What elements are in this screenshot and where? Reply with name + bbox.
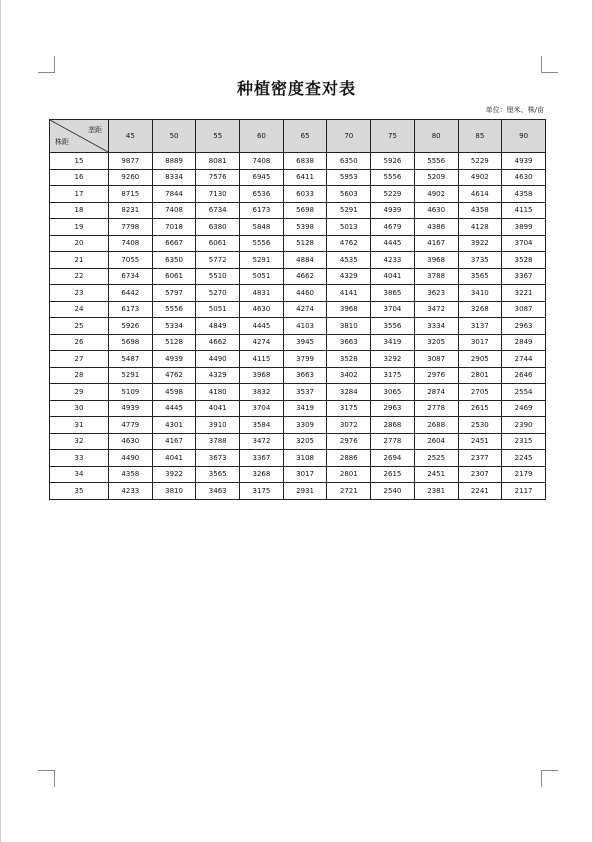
density-cell: 4762 — [327, 235, 371, 252]
density-cell: 4445 — [240, 318, 284, 335]
density-cell: 4233 — [109, 483, 153, 500]
table-row — [50, 483, 546, 500]
density-cell: 3463 — [196, 483, 240, 500]
density-cell: 3205 — [414, 334, 458, 351]
density-cell: 3367 — [240, 450, 284, 467]
crop-mark-bottom-right — [541, 770, 558, 787]
density-cell: 3910 — [196, 417, 240, 434]
density-cell: 3221 — [502, 285, 546, 302]
density-cell: 5510 — [196, 268, 240, 285]
row-header-cell: 25 — [50, 318, 109, 335]
density-cell: 3788 — [414, 268, 458, 285]
density-cell: 3968 — [327, 301, 371, 318]
density-cell: 2117 — [502, 483, 546, 500]
density-cell: 4762 — [152, 367, 196, 384]
density-cell: 5128 — [152, 334, 196, 351]
row-header-cell: 28 — [50, 367, 109, 384]
density-cell: 3334 — [414, 318, 458, 335]
table-row — [50, 466, 546, 483]
density-cell: 2744 — [502, 351, 546, 368]
density-cell: 3017 — [283, 466, 327, 483]
density-cell: 3673 — [196, 450, 240, 467]
density-cell: 2381 — [414, 483, 458, 500]
density-cell: 5926 — [371, 153, 415, 170]
column-header: 50 — [152, 120, 196, 153]
density-cell: 6442 — [109, 285, 153, 302]
density-cell: 3810 — [327, 318, 371, 335]
corner-header-cell — [50, 120, 109, 153]
density-cell: 2694 — [371, 450, 415, 467]
density-cell: 3556 — [371, 318, 415, 335]
density-cell: 5797 — [152, 285, 196, 302]
density-cell: 3832 — [240, 384, 284, 401]
density-cell: 4180 — [196, 384, 240, 401]
density-cell: 2963 — [371, 400, 415, 417]
density-cell: 3810 — [152, 483, 196, 500]
density-cell: 2540 — [371, 483, 415, 500]
density-cell: 3704 — [240, 400, 284, 417]
header-row — [50, 120, 546, 153]
density-cell: 7055 — [109, 252, 153, 269]
density-cell: 2976 — [327, 433, 371, 450]
density-cell: 4386 — [414, 219, 458, 236]
density-cell: 2801 — [327, 466, 371, 483]
density-cell: 6350 — [327, 153, 371, 170]
density-cell: 2451 — [458, 433, 502, 450]
density-cell: 5209 — [414, 169, 458, 186]
density-cell: 3137 — [458, 318, 502, 335]
density-cell: 2390 — [502, 417, 546, 434]
density-cell: 4128 — [458, 219, 502, 236]
table-row — [50, 219, 546, 236]
row-header-cell: 15 — [50, 153, 109, 170]
row-header-cell: 18 — [50, 202, 109, 219]
density-cell: 2245 — [502, 450, 546, 467]
density-cell: 3402 — [327, 367, 371, 384]
density-cell: 2963 — [502, 318, 546, 335]
crop-mark-bottom-left — [38, 770, 55, 787]
column-header: 90 — [502, 120, 546, 153]
density-cell: 4630 — [414, 202, 458, 219]
density-cell: 4535 — [327, 252, 371, 269]
density-cell: 5848 — [240, 219, 284, 236]
density-cell: 3704 — [371, 301, 415, 318]
density-cell: 2931 — [283, 483, 327, 500]
table-row — [50, 202, 546, 219]
table-row — [50, 417, 546, 434]
row-header-cell: 23 — [50, 285, 109, 302]
density-cell: 4598 — [152, 384, 196, 401]
density-cell: 5398 — [283, 219, 327, 236]
density-cell: 3537 — [283, 384, 327, 401]
density-cell: 3410 — [458, 285, 502, 302]
density-cell: 2241 — [458, 483, 502, 500]
density-cell: 2554 — [502, 384, 546, 401]
table-row — [50, 367, 546, 384]
unit-note: 单位：厘米、株/亩 — [485, 106, 544, 114]
density-cell: 4274 — [283, 301, 327, 318]
density-cell: 6536 — [240, 186, 284, 203]
table-row — [50, 384, 546, 401]
density-cell: 3268 — [240, 466, 284, 483]
density-cell: 4358 — [502, 186, 546, 203]
density-cell: 8889 — [152, 153, 196, 170]
row-header-cell: 29 — [50, 384, 109, 401]
density-cell: 2688 — [414, 417, 458, 434]
column-header: 70 — [327, 120, 371, 153]
density-cell: 4301 — [152, 417, 196, 434]
density-cell: 6380 — [196, 219, 240, 236]
density-cell: 6734 — [196, 202, 240, 219]
density-cell: 4041 — [196, 400, 240, 417]
density-cell: 4849 — [196, 318, 240, 335]
row-header-cell: 24 — [50, 301, 109, 318]
density-cell: 3922 — [152, 466, 196, 483]
density-cell: 4490 — [196, 351, 240, 368]
table-row — [50, 169, 546, 186]
density-cell: 7576 — [196, 169, 240, 186]
column-header: 60 — [240, 120, 284, 153]
density-cell: 5487 — [109, 351, 153, 368]
density-cell: 4103 — [283, 318, 327, 335]
density-cell: 3175 — [371, 367, 415, 384]
density-cell: 2615 — [371, 466, 415, 483]
density-cell: 3968 — [240, 367, 284, 384]
density-cell: 4779 — [109, 417, 153, 434]
density-cell: 4939 — [152, 351, 196, 368]
table-row — [50, 334, 546, 351]
density-cell: 8231 — [109, 202, 153, 219]
density-cell: 3108 — [283, 450, 327, 467]
table-body — [50, 153, 546, 500]
density-cell: 4630 — [502, 169, 546, 186]
density-cell: 3072 — [327, 417, 371, 434]
column-header: 55 — [196, 120, 240, 153]
table-row — [50, 268, 546, 285]
density-cell: 3704 — [502, 235, 546, 252]
density-cell: 3087 — [414, 351, 458, 368]
table-row — [50, 252, 546, 269]
density-cell: 3284 — [327, 384, 371, 401]
column-header: 45 — [109, 120, 153, 153]
density-cell: 4831 — [240, 285, 284, 302]
density-cell: 4460 — [283, 285, 327, 302]
density-cell: 5556 — [414, 153, 458, 170]
density-cell: 3922 — [458, 235, 502, 252]
density-cell: 5229 — [371, 186, 415, 203]
density-cell: 4141 — [327, 285, 371, 302]
density-cell: 4167 — [414, 235, 458, 252]
row-header-cell: 22 — [50, 268, 109, 285]
density-cell: 3268 — [458, 301, 502, 318]
row-header-cell: 30 — [50, 400, 109, 417]
row-header-cell: 35 — [50, 483, 109, 500]
density-cell: 4115 — [502, 202, 546, 219]
density-cell: 3065 — [371, 384, 415, 401]
density-cell: 4662 — [283, 268, 327, 285]
density-cell: 4939 — [371, 202, 415, 219]
row-header-cell: 32 — [50, 433, 109, 450]
density-cell: 7408 — [240, 153, 284, 170]
density-cell: 2801 — [458, 367, 502, 384]
density-cell: 2705 — [458, 384, 502, 401]
row-header-cell: 21 — [50, 252, 109, 269]
density-cell: 2905 — [458, 351, 502, 368]
density-cell: 2778 — [371, 433, 415, 450]
density-cell: 3528 — [327, 351, 371, 368]
density-cell: 9877 — [109, 153, 153, 170]
density-cell: 6173 — [240, 202, 284, 219]
density-cell: 6033 — [283, 186, 327, 203]
density-cell: 7798 — [109, 219, 153, 236]
table-row — [50, 400, 546, 417]
column-header: 85 — [458, 120, 502, 153]
row-header-cell: 17 — [50, 186, 109, 203]
density-cell: 2377 — [458, 450, 502, 467]
density-cell: 3663 — [327, 334, 371, 351]
crop-mark-top-left — [38, 56, 55, 73]
density-cell: 5603 — [327, 186, 371, 203]
density-cell: 5051 — [240, 268, 284, 285]
density-cell: 5926 — [109, 318, 153, 335]
density-cell: 6734 — [109, 268, 153, 285]
column-header: 75 — [371, 120, 415, 153]
table-row — [50, 433, 546, 450]
density-cell: 3175 — [327, 400, 371, 417]
density-cell: 3663 — [283, 367, 327, 384]
density-cell: 7408 — [109, 235, 153, 252]
density-cell: 2849 — [502, 334, 546, 351]
density-cell: 5698 — [283, 202, 327, 219]
density-cell: 4167 — [152, 433, 196, 450]
table-row — [50, 450, 546, 467]
density-cell: 4630 — [240, 301, 284, 318]
density-cell: 3968 — [414, 252, 458, 269]
density-cell: 3623 — [414, 285, 458, 302]
density-cell: 4939 — [109, 400, 153, 417]
density-cell: 2530 — [458, 417, 502, 434]
table-row — [50, 153, 546, 170]
density-cell: 5270 — [196, 285, 240, 302]
density-cell: 4358 — [109, 466, 153, 483]
density-cell: 5229 — [458, 153, 502, 170]
density-cell: 4884 — [283, 252, 327, 269]
density-cell: 3292 — [371, 351, 415, 368]
density-cell: 4274 — [240, 334, 284, 351]
density-cell: 3899 — [502, 219, 546, 236]
density-cell: 4041 — [152, 450, 196, 467]
table-row — [50, 301, 546, 318]
density-cell: 4358 — [458, 202, 502, 219]
density-cell: 2469 — [502, 400, 546, 417]
density-cell: 5109 — [109, 384, 153, 401]
density-cell: 2976 — [414, 367, 458, 384]
density-cell: 2179 — [502, 466, 546, 483]
row-header-cell: 27 — [50, 351, 109, 368]
density-cell: 5953 — [327, 169, 371, 186]
density-cell: 7018 — [152, 219, 196, 236]
density-cell: 4445 — [371, 235, 415, 252]
crop-mark-top-right — [541, 56, 558, 73]
density-cell: 7844 — [152, 186, 196, 203]
density-cell: 3788 — [196, 433, 240, 450]
density-cell: 3367 — [502, 268, 546, 285]
density-cell: 3528 — [502, 252, 546, 269]
density-cell: 4329 — [196, 367, 240, 384]
density-cell: 5556 — [371, 169, 415, 186]
density-cell: 4679 — [371, 219, 415, 236]
density-cell: 2721 — [327, 483, 371, 500]
density-cell: 5128 — [283, 235, 327, 252]
density-cell: 6173 — [109, 301, 153, 318]
density-cell: 9260 — [109, 169, 153, 186]
density-cell: 7408 — [152, 202, 196, 219]
column-header: 65 — [283, 120, 327, 153]
density-cell: 2868 — [371, 417, 415, 434]
row-header-cell: 31 — [50, 417, 109, 434]
density-cell: 3865 — [371, 285, 415, 302]
density-cell: 4902 — [414, 186, 458, 203]
density-cell: 6838 — [283, 153, 327, 170]
density-cell: 6061 — [152, 268, 196, 285]
density-table — [49, 119, 546, 500]
page-title: 种植密度查对表 — [236, 79, 356, 98]
density-cell: 3087 — [502, 301, 546, 318]
density-cell: 3419 — [283, 400, 327, 417]
density-cell: 5556 — [240, 235, 284, 252]
density-cell: 2778 — [414, 400, 458, 417]
density-cell: 4939 — [502, 153, 546, 170]
density-cell: 4233 — [371, 252, 415, 269]
density-cell: 6945 — [240, 169, 284, 186]
density-cell: 4490 — [109, 450, 153, 467]
density-cell: 4041 — [371, 268, 415, 285]
row-header-cell: 34 — [50, 466, 109, 483]
density-cell: 6411 — [283, 169, 327, 186]
density-cell: 5013 — [327, 219, 371, 236]
row-header-cell: 33 — [50, 450, 109, 467]
density-cell: 5772 — [196, 252, 240, 269]
density-cell: 5556 — [152, 301, 196, 318]
density-cell: 3205 — [283, 433, 327, 450]
table-row — [50, 186, 546, 203]
density-cell: 6667 — [152, 235, 196, 252]
table-row — [50, 285, 546, 302]
density-cell: 4902 — [458, 169, 502, 186]
density-cell: 3309 — [283, 417, 327, 434]
density-cell: 2646 — [502, 367, 546, 384]
density-cell: 7130 — [196, 186, 240, 203]
density-cell: 3565 — [458, 268, 502, 285]
table-row — [50, 318, 546, 335]
density-cell: 3175 — [240, 483, 284, 500]
density-cell: 2451 — [414, 466, 458, 483]
density-cell: 3419 — [371, 334, 415, 351]
density-cell: 6350 — [152, 252, 196, 269]
row-header-cell: 20 — [50, 235, 109, 252]
density-cell: 3017 — [458, 334, 502, 351]
density-cell: 2886 — [327, 450, 371, 467]
density-cell: 6061 — [196, 235, 240, 252]
density-cell: 4115 — [240, 351, 284, 368]
density-cell: 2307 — [458, 466, 502, 483]
density-cell: 2615 — [458, 400, 502, 417]
density-cell: 2874 — [414, 384, 458, 401]
table-row — [50, 235, 546, 252]
density-cell: 4662 — [196, 334, 240, 351]
density-cell: 4329 — [327, 268, 371, 285]
density-cell: 5291 — [109, 367, 153, 384]
row-header-cell: 19 — [50, 219, 109, 236]
density-cell: 8334 — [152, 169, 196, 186]
density-cell: 3472 — [240, 433, 284, 450]
density-cell: 4445 — [152, 400, 196, 417]
row-header-cell: 26 — [50, 334, 109, 351]
density-cell: 2525 — [414, 450, 458, 467]
density-cell: 5334 — [152, 318, 196, 335]
corner-label-row-spacing: 垄距 — [88, 126, 102, 134]
column-header: 80 — [414, 120, 458, 153]
density-cell: 4630 — [109, 433, 153, 450]
density-cell: 2604 — [414, 433, 458, 450]
density-cell: 5291 — [327, 202, 371, 219]
density-cell: 4614 — [458, 186, 502, 203]
density-cell: 8081 — [196, 153, 240, 170]
density-cell: 3584 — [240, 417, 284, 434]
density-cell: 3565 — [196, 466, 240, 483]
density-cell: 5291 — [240, 252, 284, 269]
corner-label-plant-spacing: 株距 — [55, 138, 69, 146]
row-header-cell: 16 — [50, 169, 109, 186]
density-cell: 3735 — [458, 252, 502, 269]
density-cell: 2315 — [502, 433, 546, 450]
density-cell: 5698 — [109, 334, 153, 351]
density-cell: 5051 — [196, 301, 240, 318]
table-row — [50, 351, 546, 368]
density-cell: 3472 — [414, 301, 458, 318]
density-cell: 3799 — [283, 351, 327, 368]
page-edge-left — [0, 0, 1, 842]
density-cell: 8715 — [109, 186, 153, 203]
density-cell: 3945 — [283, 334, 327, 351]
